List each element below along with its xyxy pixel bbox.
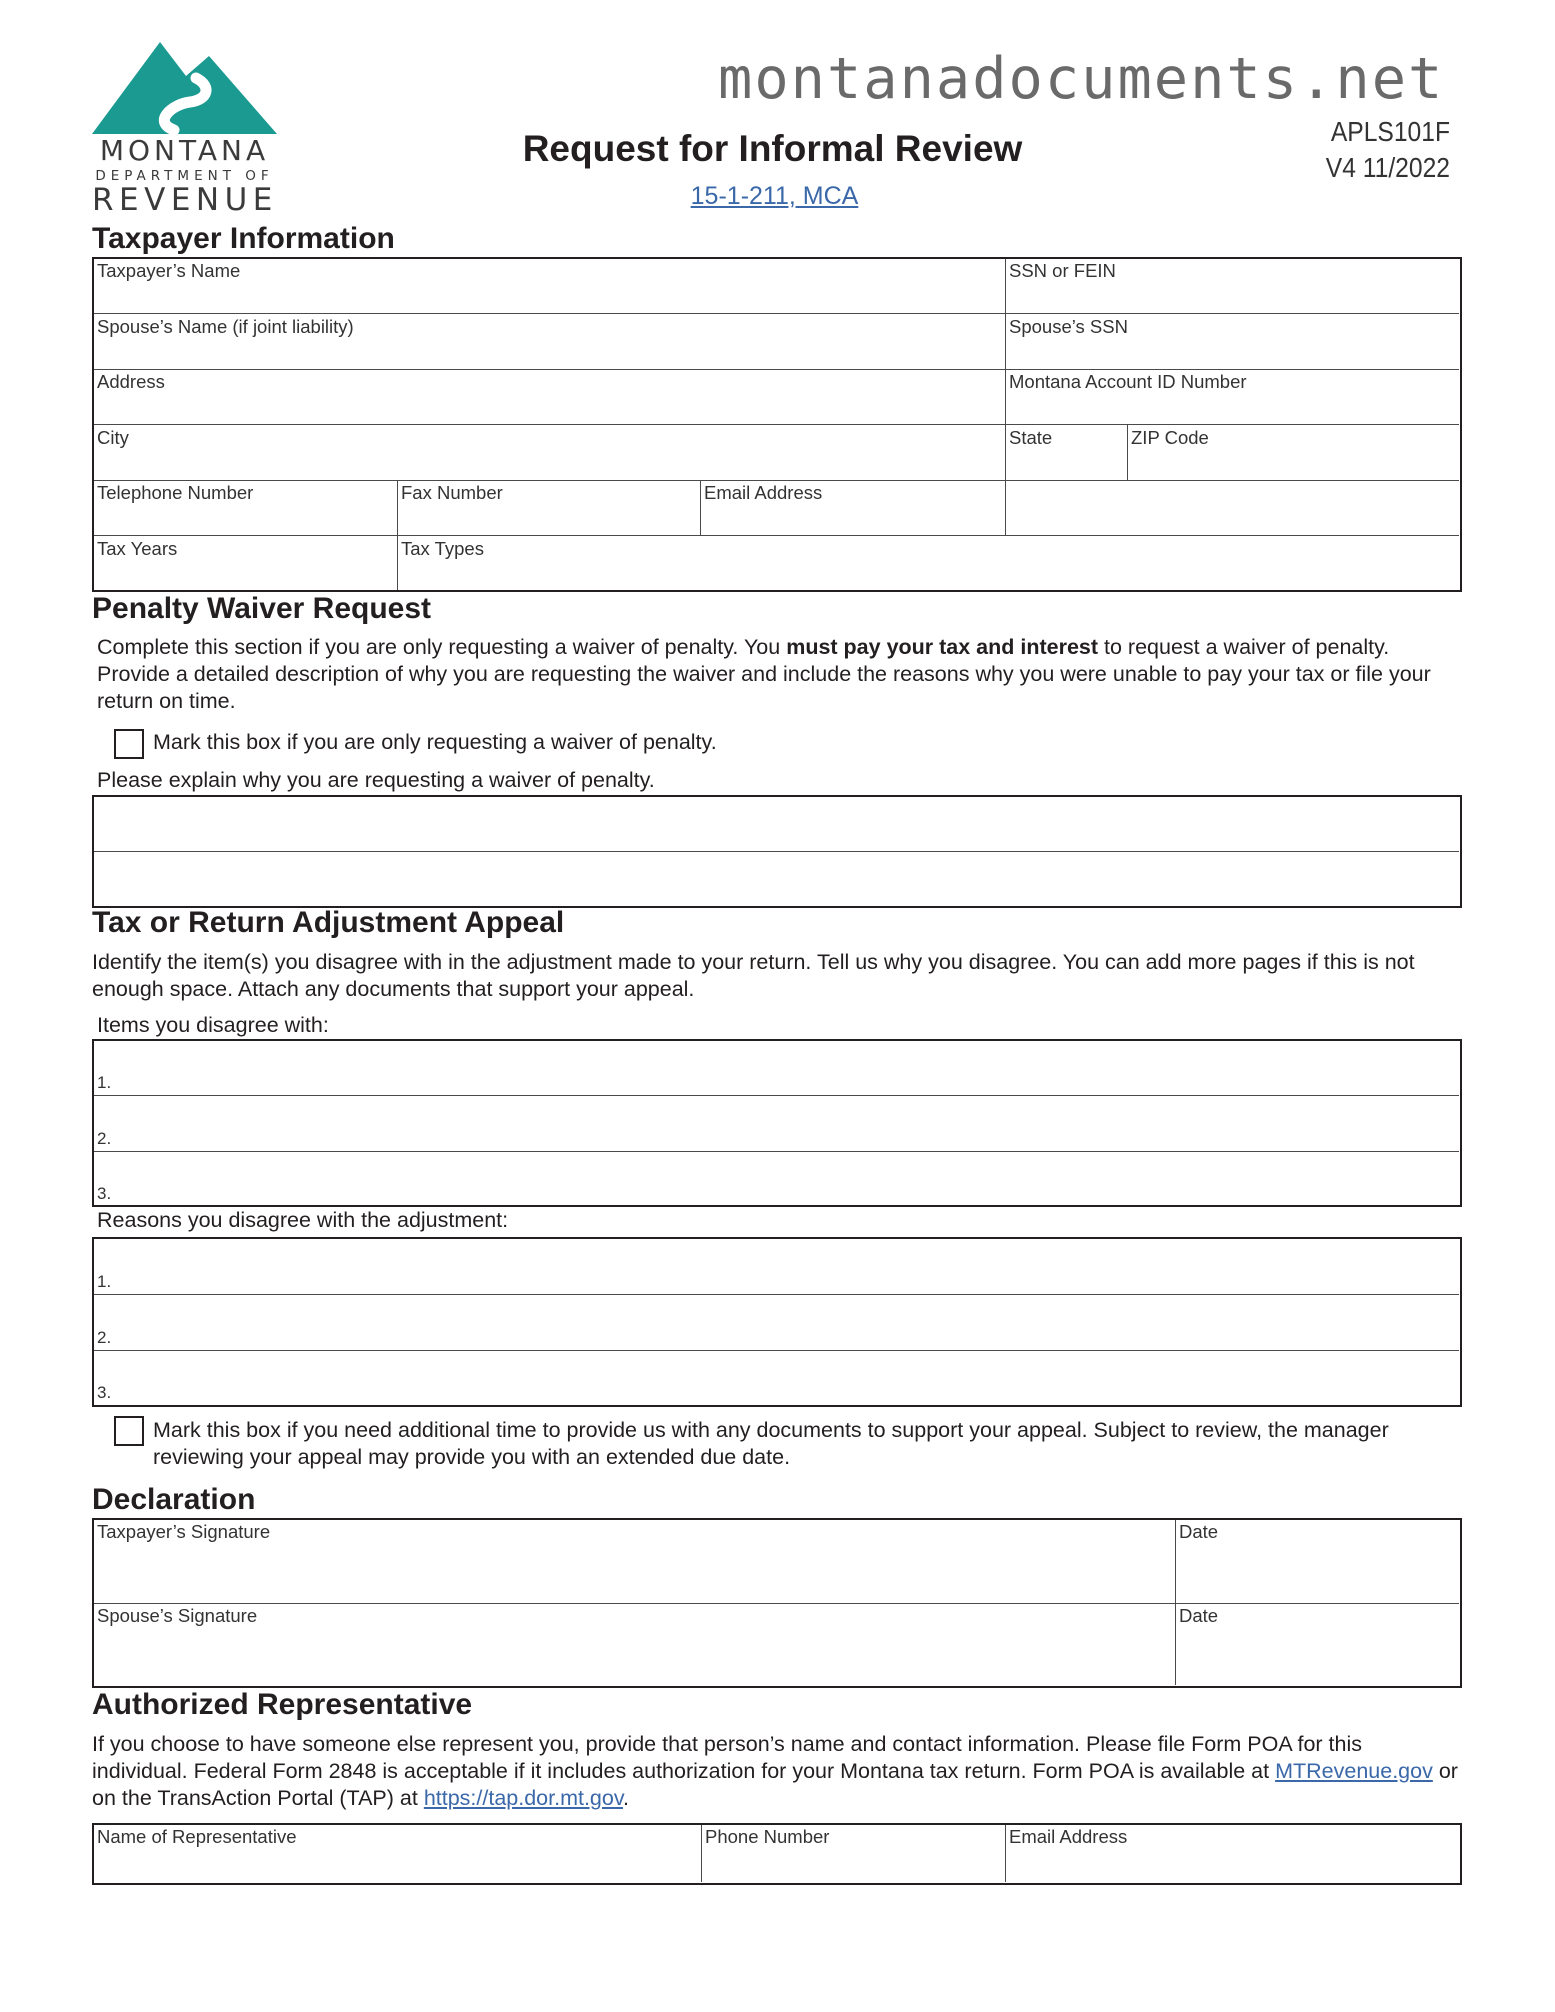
penalty-explain-label: Please explain why you are requesting a waiver of penalty. <box>97 768 655 792</box>
form-number: APLS101F <box>1330 116 1450 147</box>
penalty-explanation-box <box>92 795 1462 908</box>
representative-name-field[interactable]: Name of Representative <box>97 1826 297 1847</box>
penalty-explanation-line[interactable] <box>97 798 1457 850</box>
taxpayer-signature-field[interactable]: Taxpayer’s Signature <box>97 1521 271 1542</box>
tap-portal-link[interactable]: https://tap.dor.mt.gov <box>423 1786 623 1810</box>
watermark: montanadocuments.net <box>718 46 1445 112</box>
representative-table <box>92 1823 1462 1885</box>
penalty-only-checkbox-label: Mark this box if you are only requesting a waiver of penalty. <box>153 730 717 754</box>
montana-account-id-field[interactable]: Montana Account ID Number <box>1009 371 1247 392</box>
reason-row-3[interactable]: 3. <box>97 1383 112 1402</box>
taxpayer-name-field[interactable]: Taxpayer’s Name <box>97 260 241 281</box>
declaration-table <box>92 1518 1462 1688</box>
section-heading-representative: Authorized Representative <box>92 1688 473 1721</box>
representative-phone-field[interactable]: Phone Number <box>705 1826 830 1847</box>
ssn-fein-field[interactable]: SSN or FEIN <box>1009 260 1116 281</box>
address-field[interactable]: Address <box>97 371 165 392</box>
penalty-explanation-line[interactable] <box>97 854 1457 906</box>
taxpayer-date-field[interactable]: Date <box>1179 1521 1219 1542</box>
representative-email-field[interactable]: Email Address <box>1009 1826 1128 1847</box>
reasons-label: Reasons you disagree with the adjustment: <box>97 1208 509 1232</box>
logo-word-montana: MONTANA <box>99 134 270 167</box>
section-heading-taxpayer: Taxpayer Information <box>92 222 395 255</box>
item-row-3[interactable]: 3. <box>97 1184 112 1203</box>
tax-types-field[interactable]: Tax Types <box>401 538 484 559</box>
section-heading-declaration: Declaration <box>92 1483 256 1516</box>
appeal-instructions: Identify the item(s) you disagree with in the adjustment made to your return. Tell us why you disagree. You can add more pages if this is not enough space. Attach any documents that support your appeal. <box>92 950 1415 1001</box>
reason-row-2[interactable]: 2. <box>97 1328 112 1347</box>
form-version: V4 11/2022 <box>1325 152 1450 183</box>
email-field[interactable]: Email Address <box>704 482 823 503</box>
city-field[interactable]: City <box>97 427 129 448</box>
item-row-1[interactable]: 1. <box>97 1073 112 1092</box>
reasons-disagree-table <box>92 1237 1462 1407</box>
items-label: Items you disagree with: <box>97 1013 329 1037</box>
fax-field[interactable]: Fax Number <box>401 482 503 503</box>
logo-word-revenue: REVENUE <box>92 182 278 218</box>
tax-years-field[interactable]: Tax Years <box>97 538 178 559</box>
taxpayer-info-table <box>92 257 1462 592</box>
state-field[interactable]: State <box>1009 427 1053 448</box>
additional-time-checkbox[interactable] <box>114 1416 144 1446</box>
spouse-date-field[interactable]: Date <box>1179 1605 1219 1626</box>
additional-time-checkbox-label: Mark this box if you need additional time to provide us with any documents to support your appeal. Subject to review, the manager reviewing your appeal may provide you with an extended due date. <box>153 1418 1389 1469</box>
form-title: Request for Informal Review <box>522 128 1023 169</box>
statute-reference <box>0 182 1555 211</box>
spouse-ssn-field[interactable]: Spouse’s SSN <box>1009 316 1128 337</box>
penalty-only-checkbox[interactable] <box>114 729 144 759</box>
section-heading-penalty: Penalty Waiver Request <box>92 592 432 625</box>
logo-word-department: DEPARTMENT OF <box>95 168 274 184</box>
mtrevenue-link[interactable]: MTRevenue.gov <box>1275 1759 1433 1783</box>
zip-code-field[interactable]: ZIP Code <box>1131 427 1209 448</box>
items-disagree-table <box>92 1039 1462 1207</box>
item-row-2[interactable]: 2. <box>97 1129 112 1148</box>
reason-row-1[interactable]: 1. <box>97 1272 112 1291</box>
section-heading-appeal: Tax or Return Adjustment Appeal <box>92 906 565 939</box>
representative-instructions: If you choose to have someone else represent you, provide that person’s name and contact information. Please file Form POA for this individual. Federal Form 2848 is acceptable if it includes authorization for your Montana tax return. Form POA is available at MTRevenue.gov or on the TransAction Portal (TAP) at https://tap.dor.mt.gov. <box>92 1732 1458 1810</box>
statute-link[interactable]: 15-1-211, MCA <box>690 182 859 210</box>
spouse-name-field[interactable]: Spouse’s Name (if joint liability) <box>97 316 354 337</box>
spouse-signature-field[interactable]: Spouse’s Signature <box>97 1605 258 1626</box>
mountain-logo-icon <box>92 42 277 134</box>
penalty-instructions: Complete this section if you are only requesting a waiver of penalty. You must pay your tax and interest to request a waiver of penalty. Provide a detailed description of why you are requesting the waiver and include the reasons why you were unable to pay your tax or file your return on time. <box>97 635 1431 713</box>
telephone-field[interactable]: Telephone Number <box>97 482 254 503</box>
